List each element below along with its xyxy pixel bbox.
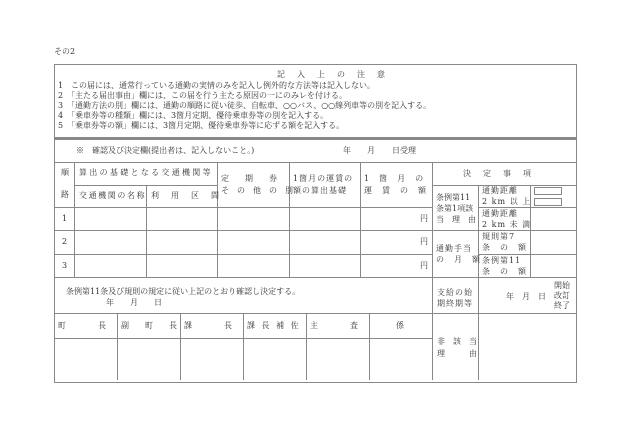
distance-over-checkbox-2[interactable]	[534, 198, 562, 206]
role-staff: 係	[396, 321, 404, 330]
stamp-deputy-mayor[interactable]	[118, 339, 180, 380]
confirm-year: 年	[343, 146, 351, 155]
period-options	[554, 281, 570, 311]
dist-over-line2: 2 km 以 上	[482, 197, 532, 206]
ordinance11-label	[482, 255, 527, 277]
page-label: その2	[54, 47, 76, 56]
dist-under-line2: 2 km 未 満	[482, 220, 532, 229]
col-monthly-fare	[364, 173, 427, 197]
period-label	[437, 287, 473, 309]
approval-date: 年 月 日	[106, 298, 162, 307]
dist-over-line1: 通勤距離	[482, 186, 518, 195]
role-mayor	[58, 321, 114, 331]
note-text: この届には、通常行っている通勤の実情のみを記入し例外的な方法等は記入しない。	[71, 81, 375, 90]
nonapplicable-label	[437, 336, 477, 360]
note-number: 2	[58, 91, 64, 100]
yen-unit: 円	[420, 214, 428, 223]
note-number: 1	[58, 81, 64, 90]
distance-over-label	[482, 185, 531, 207]
decision-header: 決 定 事 項	[463, 169, 533, 178]
role-section-chief: 課 長	[184, 321, 232, 330]
divider	[432, 277, 576, 278]
route-header-1: 順	[61, 168, 69, 177]
confirm-received: 日受理	[392, 146, 416, 155]
row-number: 1	[62, 214, 68, 223]
rule7-line2: 条 の 額	[482, 243, 527, 252]
basis-header: 算出の基礎となる交通機関等	[79, 168, 213, 177]
yen-unit: 円	[420, 237, 428, 246]
role-deputy-mayor: 副 町 長	[121, 321, 177, 330]
period-ymd: 年 月 日	[506, 292, 546, 301]
approval-statement: 条例第11条及び規則の規定に従い上記のとおり確認し決定する。	[66, 287, 301, 296]
stamp-assistant-chief[interactable]	[244, 339, 306, 380]
distance-over-checkbox-1[interactable]	[534, 187, 562, 195]
divider	[432, 162, 433, 380]
divider	[217, 162, 218, 277]
dist-under-line1: 通勤距離	[482, 209, 518, 218]
option-end[interactable]: 終了	[554, 301, 570, 310]
notes-title: 記 入 上 の 注 意	[277, 70, 387, 79]
stamp-staff[interactable]	[370, 339, 432, 380]
col-pass-line2: そ の 他 の 別	[221, 186, 293, 195]
col-basis-line2: 額の算出基礎	[293, 186, 347, 195]
role-supervisor: 主 査	[310, 321, 358, 330]
nonapplicable-reason-input[interactable]	[479, 314, 575, 380]
note-text: 「乗車券等の種類」欄には、3箇月定期、優待乗車券等の別を記入する。	[67, 111, 329, 120]
divider	[74, 185, 217, 186]
ord11-line1: 条例第11	[482, 256, 522, 265]
note-number: 5	[58, 121, 64, 130]
rule7-label	[482, 231, 527, 253]
allowance-label	[436, 243, 481, 265]
reason-label	[436, 192, 476, 225]
transport-name-input-1[interactable]	[75, 208, 146, 230]
double-rule	[54, 139, 576, 140]
col-pass-type	[221, 173, 293, 197]
confirm-label: ※ 確認及び決定欄(提出者は、記入しないこと。)	[76, 146, 255, 155]
col-transport-name: 交通機関の名称	[79, 191, 147, 200]
period-line1: 支給の始	[437, 288, 473, 297]
nonapp-line2: 理 由	[437, 349, 477, 358]
divider	[54, 162, 576, 163]
option-start[interactable]: 開始	[554, 281, 570, 290]
col-pass-line1: 定 期 券	[221, 174, 277, 183]
col-fare-line1: 1 箇 月 の	[364, 174, 425, 183]
role-assistant-chief: 課 長 補 佐	[247, 321, 301, 330]
ord11-line2: 条 の 額	[482, 267, 527, 276]
reason-line2: 条第1項該	[436, 204, 474, 213]
role-mayor-label: 町 長	[58, 321, 106, 330]
stamp-supervisor[interactable]	[307, 339, 369, 380]
reason-line3: 当 理 由	[436, 215, 476, 224]
confirm-month: 月	[367, 146, 375, 155]
note-text: 「通勤方法の別」欄には、通勤の順路に従い徒歩、自転車、○○バス、○○線列車等の別を記入する。	[67, 101, 432, 110]
period-line2: 期終期等	[437, 299, 473, 308]
rule7-line1: 規則第7	[482, 232, 516, 241]
stamp-section-chief[interactable]	[181, 339, 243, 380]
stamp-mayor[interactable]	[55, 339, 117, 380]
row-number: 2	[62, 237, 68, 246]
option-revise[interactable]: 改訂	[554, 291, 570, 300]
transport-name-input-2[interactable]	[75, 231, 146, 254]
allowance-line2: の 月 額	[436, 255, 481, 264]
row-number: 3	[62, 261, 68, 270]
reason-line1: 条例第11	[436, 193, 471, 202]
note-text: 「乗車券等の額」欄には、3箇月定期、優待乗車券等に応ずる額を記入する。	[67, 121, 345, 130]
nonapp-line1: 非 該 当	[437, 337, 477, 346]
note-number: 4	[58, 111, 64, 120]
col-basis-line1: 1箇月の運賃の	[293, 174, 354, 183]
note-number: 3	[58, 101, 64, 110]
col-section: 利 用 区 間	[151, 191, 221, 200]
distance-under-label	[482, 208, 531, 230]
divider	[360, 162, 361, 277]
divider	[54, 277, 432, 278]
route-header-2: 路	[61, 190, 69, 199]
col-fare-line2: 運 賃 の 額	[364, 186, 427, 195]
allowance-line1: 通勤手当	[436, 244, 472, 253]
yen-unit: 円	[420, 261, 428, 270]
transport-name-input-3[interactable]	[75, 255, 146, 277]
col-fare-basis	[293, 173, 353, 197]
note-text: 「主たる届出事由」欄には、この届を行う主たる原因の一にのみレを付ける。	[67, 91, 347, 100]
